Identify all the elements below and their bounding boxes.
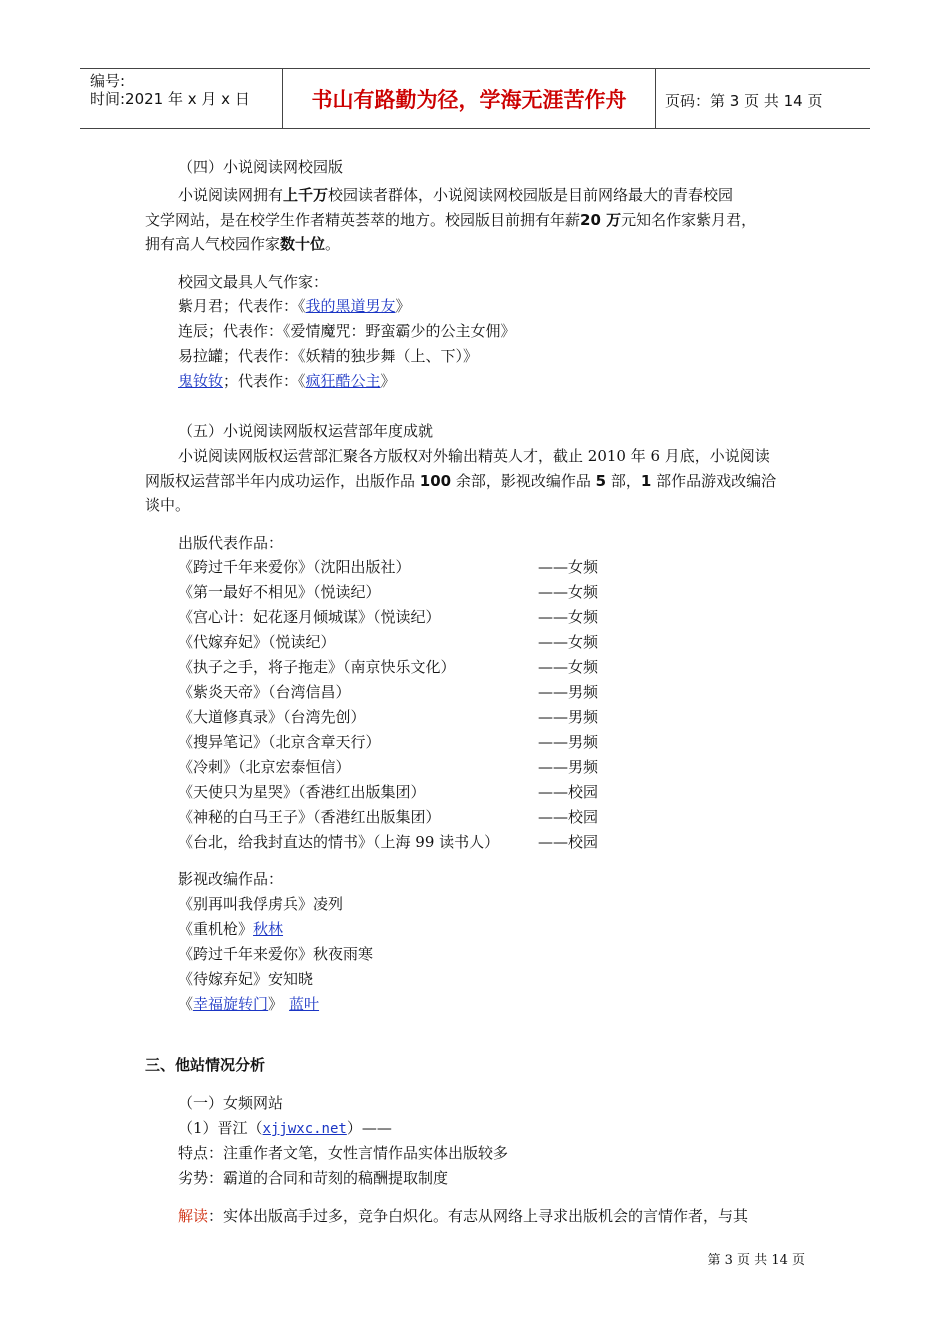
header-page-label: 页码：第 3 页 共 14 页 bbox=[665, 92, 823, 110]
section4-paragraph-line1 bbox=[178, 185, 733, 205]
jinjiang-url-link[interactable]: xjjwxc.net bbox=[262, 1121, 347, 1137]
bold-span: 数十位 bbox=[280, 235, 326, 253]
text-span: （1）晋江（ bbox=[178, 1119, 263, 1137]
author-name: 紫月君 bbox=[178, 297, 224, 315]
authors-title: 校园文最具人气作家： bbox=[178, 273, 329, 291]
text-span: 元知名作家紫月君， bbox=[621, 211, 757, 229]
publication-channel-tag: ——女频 bbox=[538, 658, 599, 676]
publication-row: 《第一最好不相见》（悦读纪） bbox=[178, 583, 381, 601]
text-span: 余部，影视改编作品 bbox=[451, 472, 596, 490]
film-row bbox=[178, 969, 313, 989]
text-span: 《 bbox=[178, 995, 194, 1013]
publication-channel-tag: ——校园 bbox=[538, 808, 599, 826]
jinjiang-row bbox=[178, 1118, 392, 1139]
header-motto: 书山有路勤为径，学海无涯苦作舟 bbox=[311, 88, 627, 112]
publication-row: 《跨过千年来爱你》（沈阳出版社） bbox=[178, 558, 411, 576]
film-row bbox=[178, 919, 283, 939]
interpretation-label: 解读 bbox=[178, 1207, 209, 1225]
text-span: 部作品游戏改编洽 bbox=[651, 472, 777, 490]
film-author: 安知晓 bbox=[268, 970, 314, 988]
text-span: 校园读者群体，小说阅读网校园版是目前网络最大的青春校园 bbox=[328, 186, 734, 204]
film-author: 凌列 bbox=[313, 895, 344, 913]
film-author-link[interactable]: 秋林 bbox=[253, 920, 284, 938]
text-span: ；代表作：《 bbox=[208, 322, 291, 340]
author-row bbox=[178, 371, 396, 391]
text-span: 文学网站，是在校学生作者精英荟萃的地方。校园版目前拥有年薪 bbox=[145, 211, 581, 229]
bold-span: 100 bbox=[419, 472, 452, 490]
work-title: 爱情魔咒：野蛮霸少的公主女佣 bbox=[290, 322, 501, 340]
publication-channel-tag: ——女频 bbox=[538, 608, 599, 626]
publication-channel-tag: ——女频 bbox=[538, 633, 599, 651]
section5-paragraph-line2 bbox=[145, 471, 776, 491]
text-span: 》 bbox=[268, 995, 284, 1013]
film-work: 《别再叫我俘虏兵》 bbox=[178, 895, 314, 913]
section4-paragraph-line2 bbox=[145, 210, 756, 230]
publication-channel-tag: ——男频 bbox=[538, 708, 599, 726]
header-time: 时间:2021 年 x 月 x 日 bbox=[90, 90, 250, 108]
text-span: 》 bbox=[500, 322, 516, 340]
publication-channel-tag: ——男频 bbox=[538, 683, 599, 701]
film-row bbox=[178, 944, 373, 964]
film-work-link[interactable]: 幸福旋转门 bbox=[193, 995, 269, 1013]
text-span: 小说阅读网拥有 bbox=[178, 186, 284, 204]
bold-span: 1 bbox=[640, 472, 652, 490]
publication-channel-tag: ——男频 bbox=[538, 758, 599, 776]
film-work: 《跨过千年来爱你》 bbox=[178, 945, 314, 963]
author-row bbox=[178, 321, 516, 341]
publication-row: 《大道修真录》（台湾先创） bbox=[178, 708, 366, 726]
publication-channel-tag: ——校园 bbox=[538, 783, 599, 801]
publication-row: 《神秘的白马王子》（香港红出版集团） bbox=[178, 808, 441, 826]
header-bottom-rule bbox=[80, 128, 870, 129]
part3-heading: 三、他站情况分析 bbox=[145, 1056, 266, 1074]
work-link[interactable]: 我的黑道男友 bbox=[305, 297, 396, 315]
film-author-link[interactable]: 蓝叶 bbox=[289, 995, 320, 1013]
publication-row: 《冷刺》（北京宏泰恒信） bbox=[178, 758, 351, 776]
author-row bbox=[178, 346, 478, 366]
film-work: 《待嫁弃妃》 bbox=[178, 970, 269, 988]
film-row bbox=[178, 894, 343, 914]
feature-line: 特点：注重作者文笔，女性言情作品实体出版较多 bbox=[178, 1144, 509, 1162]
bold-span: 上千万 bbox=[283, 186, 329, 204]
film-author: 秋夜雨寒 bbox=[313, 945, 374, 963]
publication-row: 《代嫁弃妃》（悦读纪） bbox=[178, 633, 336, 651]
text-span: 。 bbox=[325, 235, 341, 253]
author-row bbox=[178, 296, 411, 316]
publication-channel-tag: ——女频 bbox=[538, 558, 599, 576]
text-span: 》 bbox=[463, 347, 479, 365]
text-span: 网版权运营部半年内成功运作，出版作品 bbox=[145, 472, 420, 490]
work-link[interactable]: 疯狂酷公主 bbox=[305, 372, 381, 390]
work-title: 妖精的独步舞（上、下） bbox=[305, 347, 464, 365]
section4-paragraph-line3 bbox=[145, 234, 340, 254]
text-span: ；代表作：《 bbox=[223, 297, 306, 315]
text-span: 部， bbox=[606, 472, 641, 490]
publication-row: 《紫炎天帝》（台湾信昌） bbox=[178, 683, 351, 701]
section5-paragraph-line3: 谈中。 bbox=[145, 496, 191, 514]
text-span: ）—— bbox=[346, 1119, 392, 1137]
section5-heading: （五）小说阅读网版权运营部年度成就 bbox=[178, 422, 434, 440]
publication-channel-tag: ——校园 bbox=[538, 833, 599, 851]
bold-span: 20 万 bbox=[580, 211, 622, 229]
publication-row: 《执子之手，将子拖走》（南京快乐文化） bbox=[178, 658, 456, 676]
text-span: 》 bbox=[380, 372, 396, 390]
section5-paragraph-line1: 小说阅读网版权运营部汇聚各方版权对外输出精英人才，截止 2010 年 6 月底，小说阅读 bbox=[178, 447, 770, 465]
text-span: 》 bbox=[395, 297, 411, 315]
header-number: 编号: bbox=[90, 72, 126, 90]
header-divider-right bbox=[655, 68, 656, 128]
publication-row: 《搜异笔记》（北京含章天行） bbox=[178, 733, 381, 751]
text-span: ；代表作：《 bbox=[223, 372, 306, 390]
publication-row: 《天使只为星哭》（香港红出版集团） bbox=[178, 783, 426, 801]
header-divider-left bbox=[282, 68, 283, 128]
publication-channel-tag: ——女频 bbox=[538, 583, 599, 601]
weakness-line: 劣势：霸道的合同和苛刻的稿酬提取制度 bbox=[178, 1169, 449, 1187]
film-work: 《重机枪》 bbox=[178, 920, 254, 938]
header-top-rule bbox=[80, 68, 870, 69]
author-link[interactable]: 鬼钕钕 bbox=[178, 372, 224, 390]
author-name: 易拉罐 bbox=[178, 347, 224, 365]
interpretation-line bbox=[178, 1206, 748, 1226]
film-row bbox=[178, 994, 319, 1014]
publication-channel-tag: ——男频 bbox=[538, 733, 599, 751]
author-name: 连辰 bbox=[178, 322, 209, 340]
publication-row: 《宫心计：妃花逐月倾城谋》（悦读纪） bbox=[178, 608, 441, 626]
text-span: 拥有高人气校园作家 bbox=[145, 235, 281, 253]
bold-span: 5 bbox=[595, 472, 607, 490]
films-title: 影视改编作品： bbox=[178, 870, 284, 888]
publication-row: 《台北，给我封直达的情书》（上海 99 读书人） bbox=[178, 833, 500, 851]
footer-page-number: 第 3 页 共 14 页 bbox=[707, 1253, 805, 1268]
interpretation-text: ：实体出版高手过多，竞争白炽化。有志从网络上寻求出版机会的言情作者，与其 bbox=[208, 1207, 749, 1225]
section4-heading: （四）小说阅读网校园版 bbox=[178, 158, 344, 176]
publications-title: 出版代表作品： bbox=[178, 534, 284, 552]
part3-subheading: （一）女频网站 bbox=[178, 1094, 284, 1112]
text-span: ；代表作：《 bbox=[223, 347, 306, 365]
